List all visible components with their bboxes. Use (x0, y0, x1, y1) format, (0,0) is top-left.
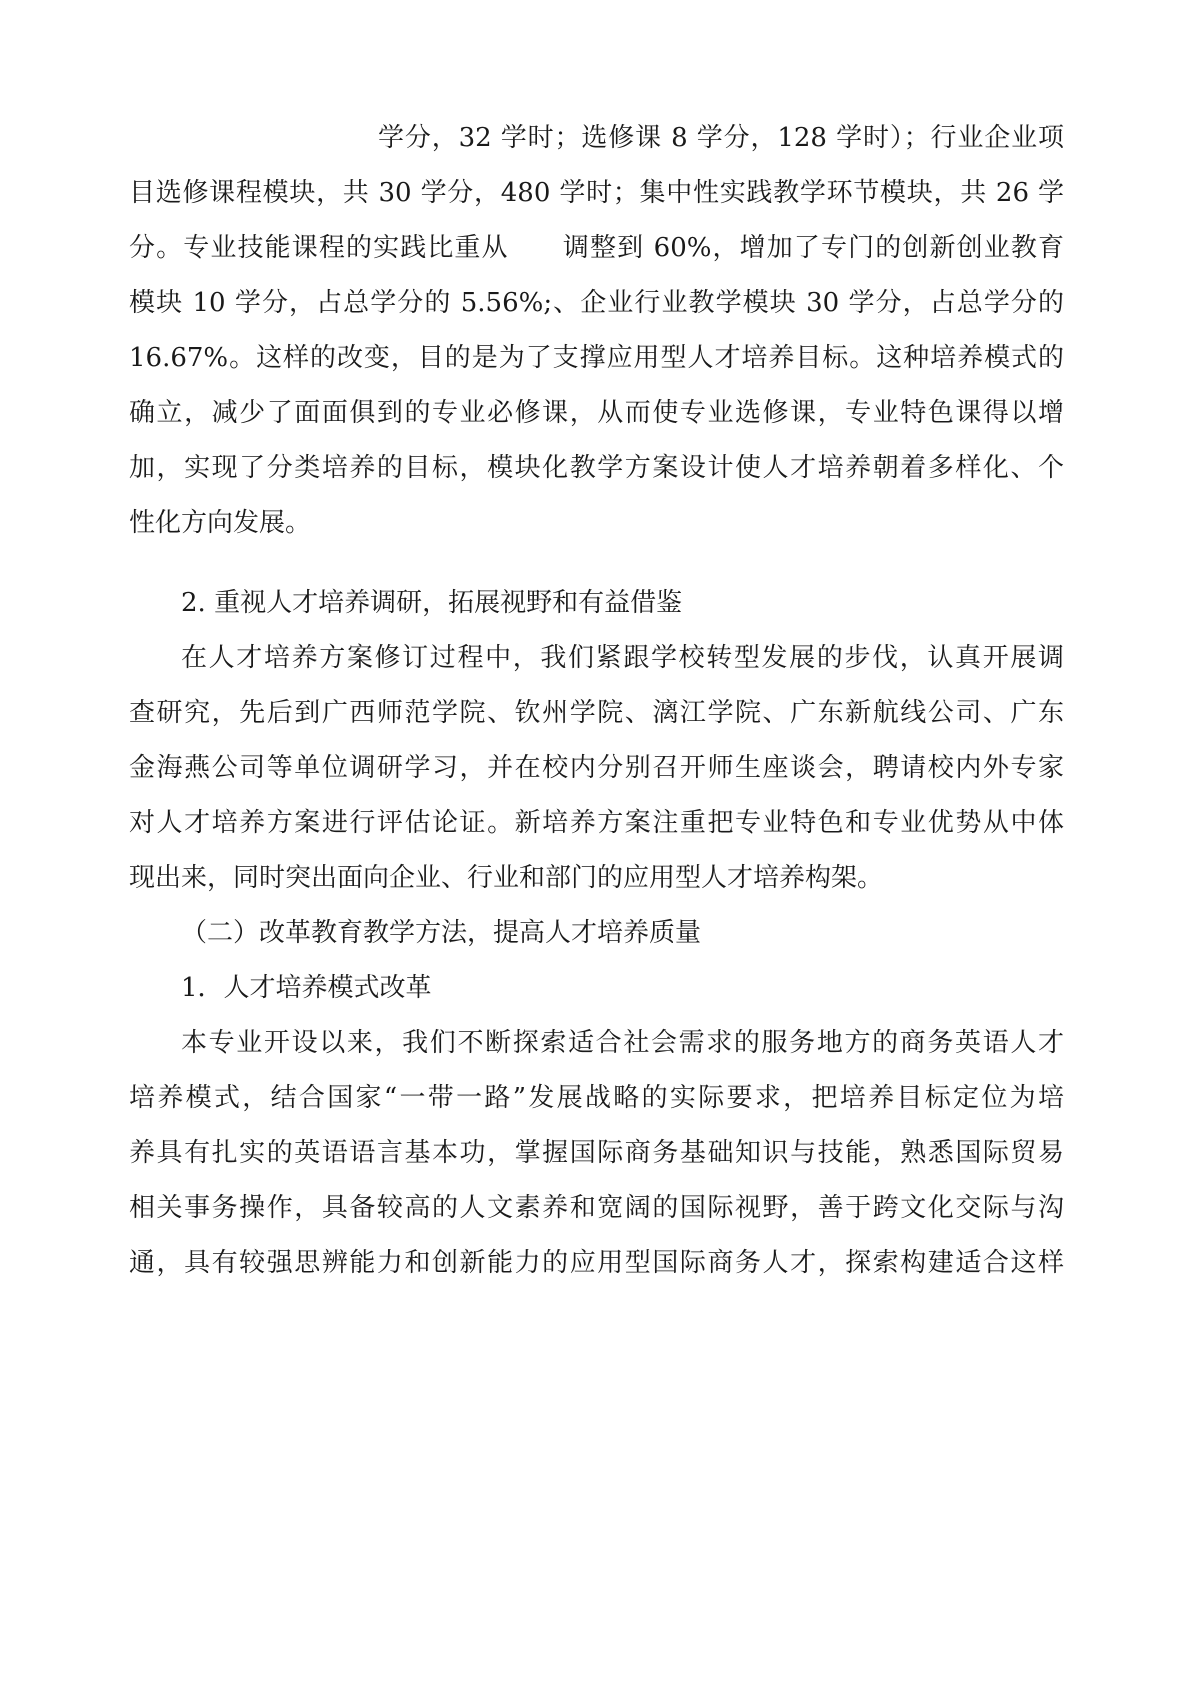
paragraph-line: 养具有扎实的英语语言基本功，掌握国际商务基础知识与技能，熟悉国际贸易 (129, 1138, 1064, 1168)
paragraph-line: 学分，32 学时；选修课 8 学分，128 学时）；行业企业项 (378, 123, 1064, 153)
subsection-heading: 1．人才培养模式改革 (181, 973, 432, 1003)
paragraph-line: 在人才培养方案修订过程中，我们紧跟学校转型发展的步伐，认真开展调 (181, 643, 1064, 673)
paragraph-line: 现出来，同时突出面向企业、行业和部门的应用型人才培养构架。 (129, 863, 884, 893)
section-heading: （二）改革教育教学方法，提高人才培养质量 (181, 918, 702, 948)
paragraph-line: 目选修课程模块，共 30 学分，480 学时；集中性实践教学环节模块，共 26 学 (129, 178, 1064, 208)
section-heading: 2. 重视人才培养调研，拓展视野和有益借鉴 (181, 588, 683, 618)
paragraph-line: 分。专业技能课程的实践比重从 调整到 60%，增加了专门的创新创业教育 (129, 233, 1064, 263)
paragraph-line: 模块 10 学分，占总学分的 5.56%;、企业行业教学模块 30 学分，占总学分的 (129, 288, 1064, 318)
paragraph-line: 培养模式，结合国家“一带一路”发展战略的实际要求，把培养目标定位为培 (129, 1083, 1064, 1113)
paragraph-line: 查研究，先后到广西师范学院、钦州学院、漓江学院、广东新航线公司、广东 (129, 698, 1064, 728)
paragraph-line: 金海燕公司等单位调研学习，并在校内分别召开师生座谈会，聘请校内外专家 (129, 753, 1064, 783)
paragraph-line: 对人才培养方案进行评估论证。新培养方案注重把专业特色和专业优势从中体 (129, 808, 1064, 838)
paragraph-line: 加，实现了分类培养的目标，模块化教学方案设计使人才培养朝着多样化、个 (129, 453, 1064, 483)
paragraph-line: 16.67%。这样的改变，目的是为了支撑应用型人才培养目标。这种培养模式的 (129, 343, 1064, 373)
paragraph-line: 确立，减少了面面俱到的专业必修课，从而使专业选修课，专业特色课得以增 (129, 398, 1064, 428)
paragraph-line: 本专业开设以来，我们不断探索适合社会需求的服务地方的商务英语人才 (181, 1028, 1064, 1058)
paragraph-line: 通，具有较强思辨能力和创新能力的应用型国际商务人才，探索构建适合这样 (129, 1248, 1064, 1278)
paragraph-line: 相关事务操作，具备较高的人文素养和宽阔的国际视野，善于跨文化交际与沟 (129, 1193, 1064, 1223)
paragraph-line: 性化方向发展。 (129, 508, 312, 538)
